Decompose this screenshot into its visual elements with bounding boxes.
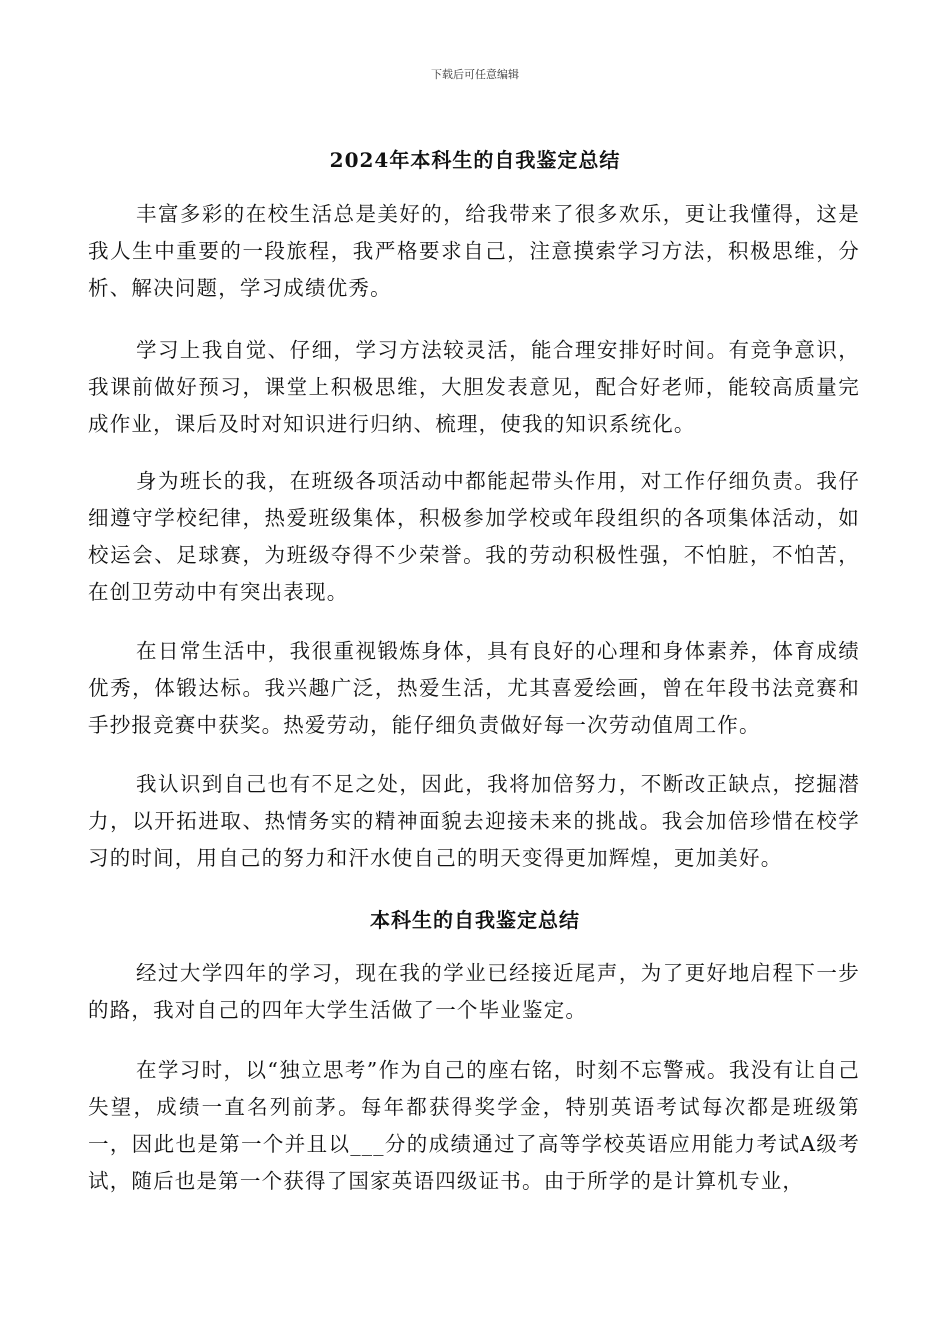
paragraph: 在日常生活中，我很重视锻炼身体，具有良好的心理和身体素养，体育成绩优秀，体锻达标。我兴趣广泛，热爱生活，尤其喜爱绘画，曾在年段书法竞赛和手抄报竞赛中获奖。热爱劳动，能仔细负责做好每一次劳动值周工作。: [88, 639, 860, 737]
paragraph: 我认识到自己也有不足之处，因此，我将加倍努力，不断改正缺点，挖掘潜力，以开拓进取、热情务实的精神面貌去迎接未来的挑战。我会加倍珍惜在校学习的时间，用自己的努力和汗水使自己的明天变得更加辉煌，更加美好。: [88, 772, 860, 870]
paragraph: 身为班长的我，在班级各项活动中都能起带头作用，对工作仔细负责。我仔细遵守学校纪律，热爱班级集体，积极参加学校或年段组织的各项集体活动，如校运会、足球赛，为班级夺得不少荣誉。我的劳动积极性强，不怕脏，不怕苦，在创卫劳动中有突出表现。: [88, 469, 860, 604]
header-note: 下载后可任意编辑: [431, 68, 519, 81]
section-title-2024: 2024年本科生的自我鉴定总结: [329, 148, 621, 172]
paragraph: 学习上我自觉、仔细，学习方法较灵活，能合理安排好时间。有竞争意识，我课前做好预习，课堂上积极思维，大胆发表意见，配合好老师，能较高质量完成作业，课后及时对知识进行归纳、梳理，使我的知识系统化。: [88, 338, 860, 436]
paragraph: 在学习时，以“独立思考”作为自己的座右铭，时刻不忘警戒。我没有让自己失望，成绩一直名列前茅。每年都获得奖学金，特别英语考试每次都是班级第一，因此也是第一个并且以___分的成绩通过了高等学校英语应用能力考试A级考试，随后也是第一个获得了国家英语四级证书。由于所学的是计算机专业，: [88, 1058, 860, 1193]
paragraph: 经过大学四年的学习，现在我的学业已经接近尾声，为了更好地启程下一步的路，我对自己的四年大学生活做了一个毕业鉴定。: [88, 961, 860, 1022]
paragraph: 丰富多彩的在校生活总是美好的，给我带来了很多欢乐，更让我懂得，这是我人生中重要的一段旅程，我严格要求自己，注意摸索学习方法，积极思维，分析、解决问题，学习成绩优秀。: [88, 202, 860, 300]
section-title-summary: 本科生的自我鉴定总结: [370, 908, 580, 932]
